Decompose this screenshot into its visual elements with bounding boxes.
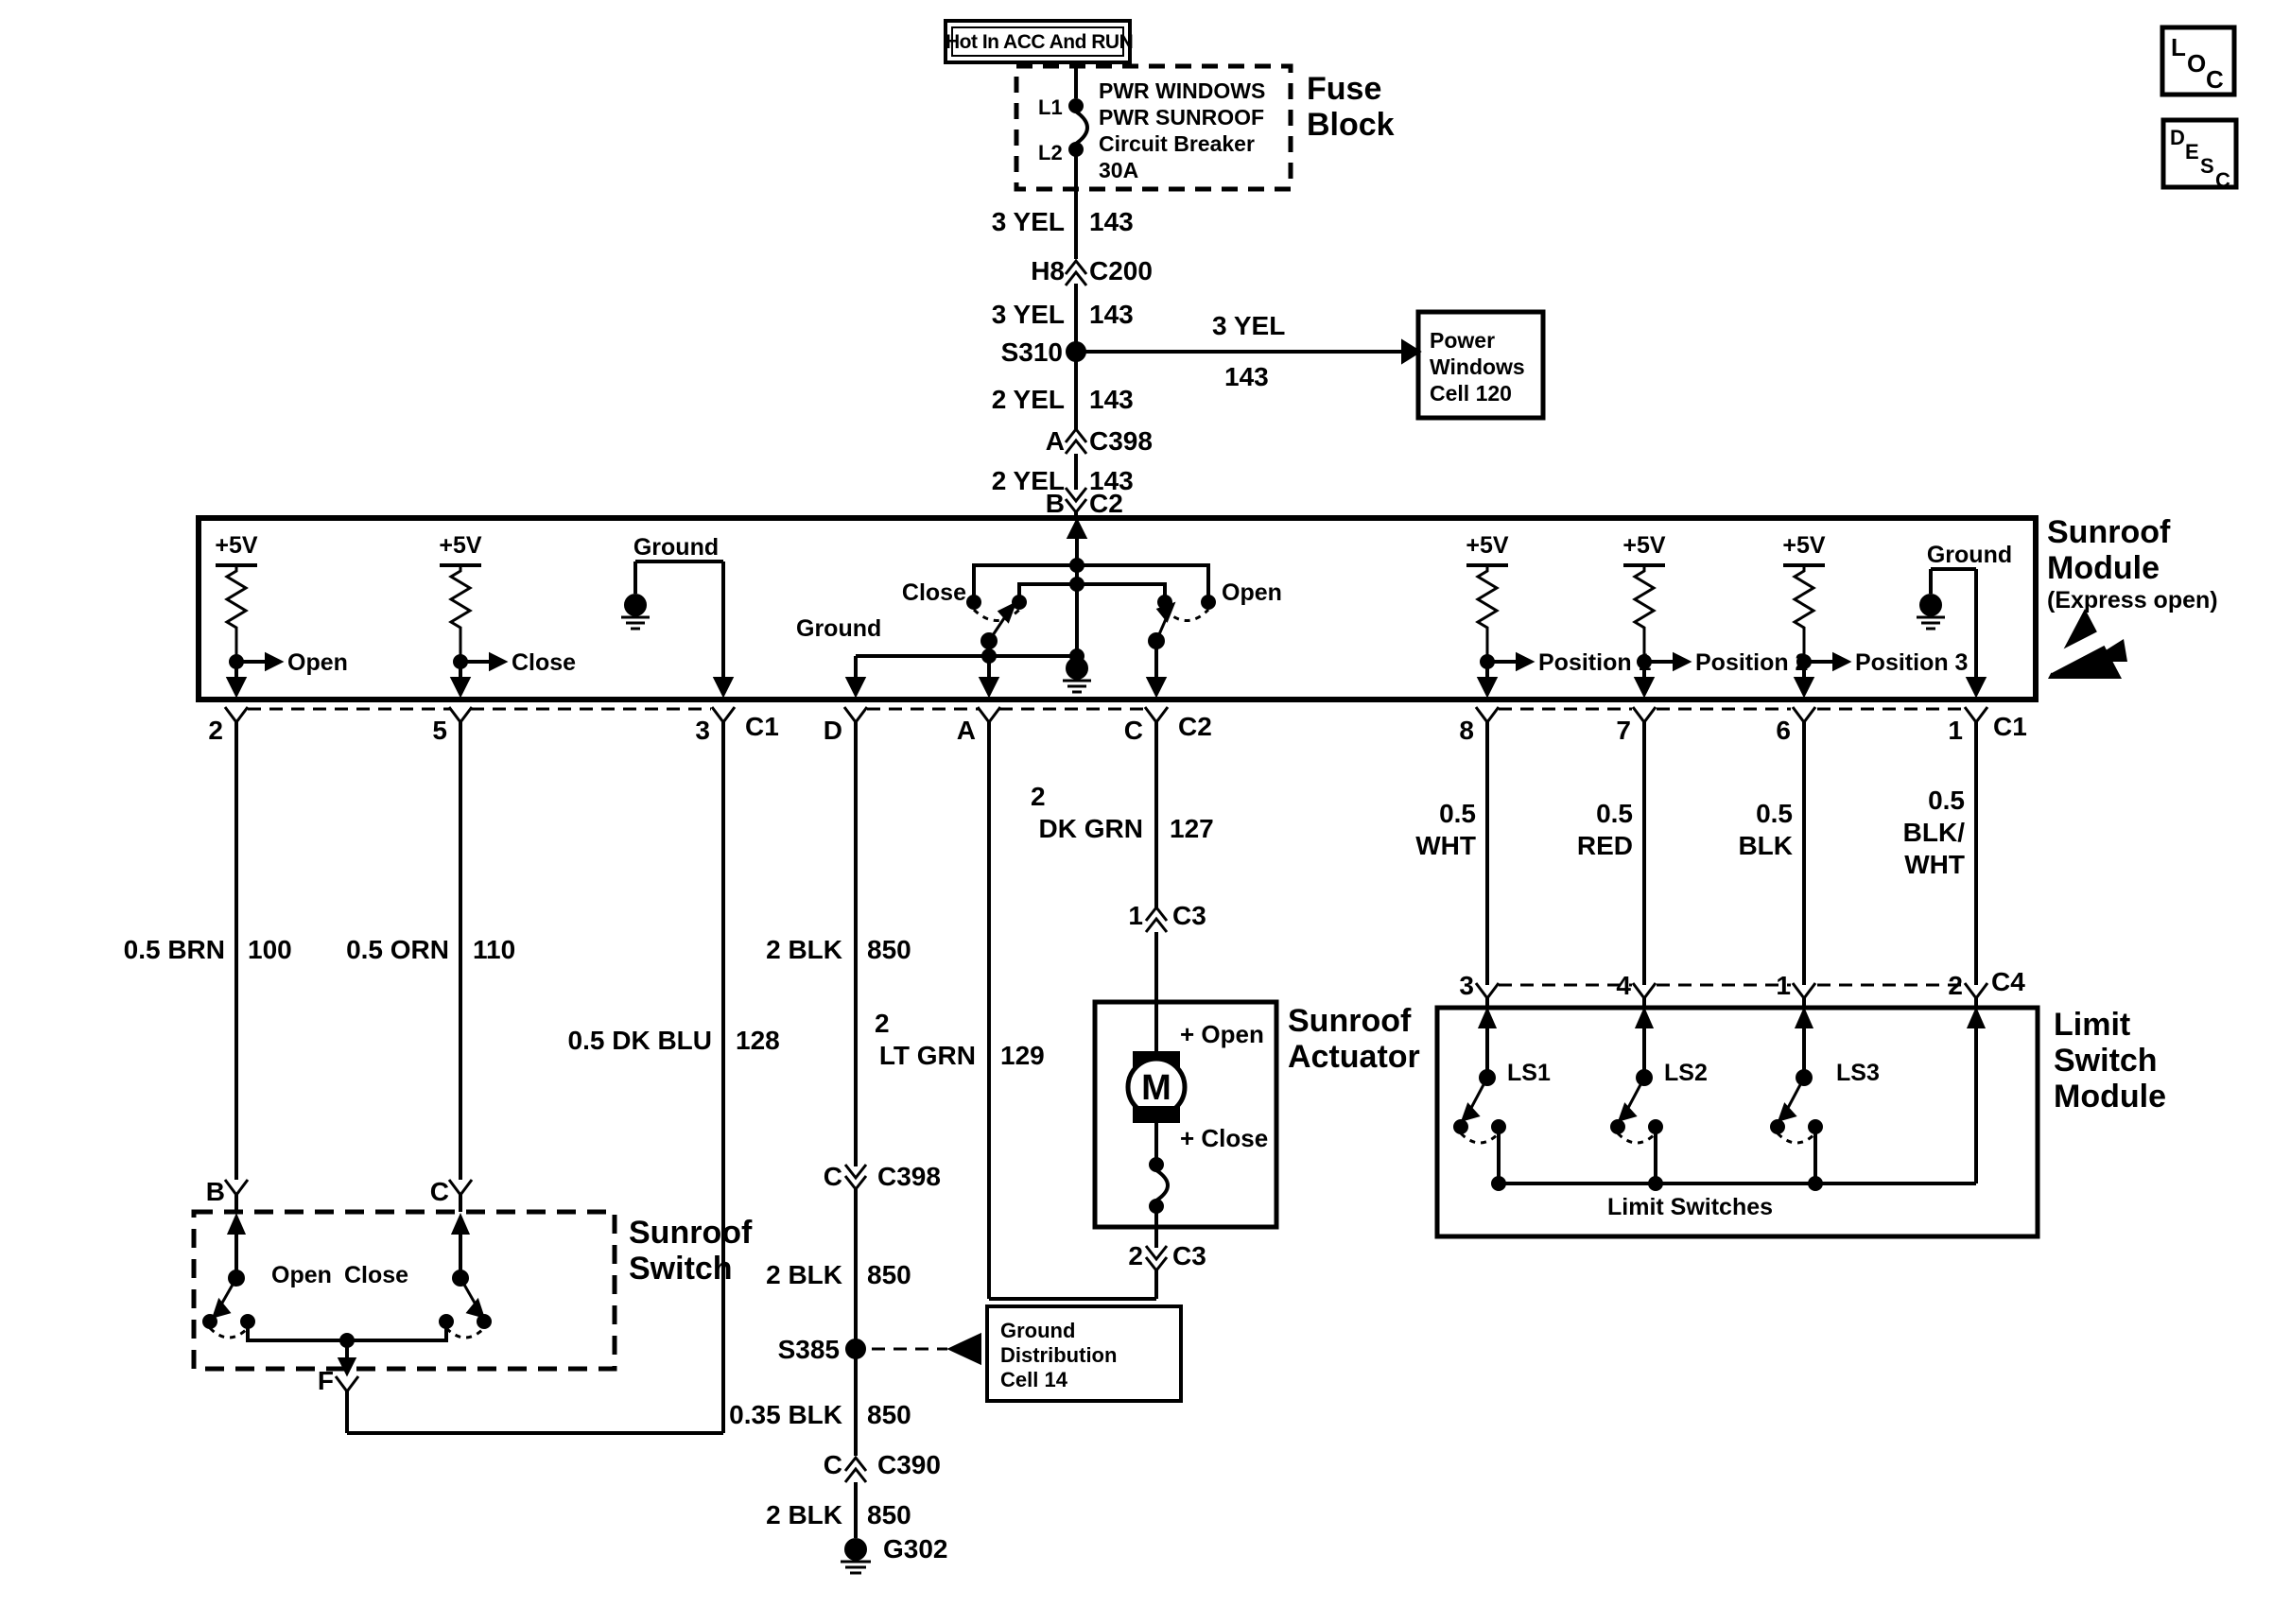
connector-c2-chevron <box>1066 488 1086 512</box>
actuator-open-label: + Open <box>1180 1020 1264 1048</box>
feed-seg1-circuit: 143 <box>1089 207 1134 236</box>
connector-c200-chevron <box>1066 261 1086 285</box>
limit-name-3: Module <box>2054 1079 2166 1114</box>
pin-2: 2 <box>208 716 223 745</box>
connector-c398-chevron <box>1066 429 1086 454</box>
module-name-1: Sunroof <box>2047 514 2171 550</box>
actuator-name-1: Sunroof <box>1288 1003 1412 1039</box>
wire-wht-size: 0.5 <box>1439 799 1476 828</box>
wire-red-size: 0.5 <box>1596 799 1633 828</box>
module-position1-resistor <box>1466 565 1531 694</box>
pin-8: 8 <box>1459 716 1474 745</box>
desc-letter-s: S <box>2200 154 2214 178</box>
inner-rail <box>1019 584 1165 597</box>
ground-chain-wire <box>841 722 871 1573</box>
connector-c3-bottom-chevron <box>1146 1246 1167 1270</box>
conn-c1-left: C1 <box>745 712 779 741</box>
wire-ltgrn-size: 2 <box>875 1009 890 1038</box>
wire-brn-circuit: 100 <box>248 935 292 964</box>
conn-c390-pin: C <box>823 1450 842 1479</box>
splice-s385-dot <box>847 1340 864 1357</box>
motor-m-label: M <box>1141 1068 1171 1108</box>
pw-cell-line-2: Windows <box>1430 354 1525 379</box>
module-open-resistor <box>216 565 280 694</box>
ls1-label: LS1 <box>1507 1060 1551 1086</box>
splice-s310-label: S310 <box>1000 337 1063 367</box>
limit-pin-4: 4 <box>1616 971 1631 1000</box>
wire-wht-color: WHT <box>1415 831 1476 860</box>
wire-blk-color: BLK <box>1738 831 1793 860</box>
wire-blk-upper-circuit: 850 <box>867 935 911 964</box>
dist-line-1: Ground <box>1000 1319 1076 1342</box>
limit-name-1: Limit <box>2054 1007 2131 1043</box>
conn-c200-pin: H8 <box>1031 256 1065 285</box>
conn-c398-lower-pin: C <box>823 1162 842 1191</box>
connector-c398-lower-chevron <box>845 1165 866 1189</box>
conn-c398-pin: A <box>1045 426 1065 456</box>
breaker-line-1: PWR WINDOWS <box>1099 78 1266 103</box>
conn-c390-id: C390 <box>877 1450 941 1479</box>
v5-label-1: +5V <box>215 532 258 559</box>
fuse-block-title-2: Block <box>1307 107 1395 143</box>
limit-switches-caption: Limit Switches <box>1607 1194 1774 1220</box>
fuse-l2-label: L2 <box>1038 141 1063 164</box>
arrowhead-left <box>951 1336 980 1362</box>
branch-circuit: 143 <box>1224 362 1269 391</box>
actuator-name-2: Actuator <box>1288 1039 1420 1075</box>
switch-close-label: Close <box>344 1262 409 1288</box>
pin-7: 7 <box>1616 716 1631 745</box>
v5-label-3: +5V <box>1466 532 1509 559</box>
dist-line-2: Distribution <box>1000 1343 1118 1367</box>
switch-name-2: Switch <box>629 1251 733 1287</box>
wire-blk-mid-circuit: 850 <box>867 1260 911 1289</box>
breaker-line-2: PWR SUNROOF <box>1099 105 1265 130</box>
module-name-2: Module <box>2047 550 2160 586</box>
wire-ltgrn-129 <box>989 722 1156 1299</box>
wire-blk-lower-circuit: 850 <box>867 1500 911 1529</box>
wire-blk-upper-gauge: 2 BLK <box>766 935 842 964</box>
conn-c3-top-id: C3 <box>1172 901 1206 930</box>
wire-orn-circuit: 110 <box>473 935 516 964</box>
actuator-close-label: + Close <box>1180 1124 1269 1152</box>
pw-cell-line-3: Cell 120 <box>1430 381 1512 406</box>
pin-c: C <box>1123 716 1143 745</box>
loc-letter-c: C <box>2206 65 2224 94</box>
breaker-line-4: 30A <box>1099 158 1139 182</box>
wire-blk-size: 0.5 <box>1756 799 1793 828</box>
feed-seg4-circuit: 143 <box>1089 466 1134 495</box>
switch-box <box>194 1212 615 1369</box>
conn-c200-id: C200 <box>1089 256 1153 285</box>
ls2-label: LS2 <box>1664 1060 1708 1086</box>
g302-ground-symbol <box>846 1540 865 1559</box>
wire-blkwht-size: 0.5 <box>1928 786 1965 815</box>
conn-c2-id: C2 <box>1089 489 1123 518</box>
pin-a: A <box>956 716 976 745</box>
v5-label-2: +5V <box>439 532 482 559</box>
module-open-label: Open <box>287 649 348 676</box>
conn-c3-bottom-pin: 2 <box>1128 1241 1143 1270</box>
center-ground-symbol <box>1067 659 1086 678</box>
switch-pin-b: B <box>205 1177 225 1206</box>
branch-gauge: 3 YEL <box>1212 311 1286 340</box>
conn-c2-pin: B <box>1045 489 1065 518</box>
switch-pin-c: C <box>429 1177 449 1206</box>
connector-c3-top-chevron <box>1146 907 1167 932</box>
g302-label: G302 <box>883 1534 948 1564</box>
loc-letter-o: O <box>2187 49 2207 78</box>
position3-label: Position 3 <box>1855 649 1969 676</box>
module-relay-network <box>848 522 1214 694</box>
wire-blk035-gauge: 0.35 BLK <box>729 1400 842 1429</box>
breaker-line-3: Circuit Breaker <box>1099 131 1255 156</box>
desc-letter-e: E <box>2185 140 2199 164</box>
v5-label-4: +5V <box>1622 532 1666 559</box>
hot-in-acc-label: Hot In ACC And RUN <box>946 31 1134 53</box>
v5-label-5: +5V <box>1782 532 1826 559</box>
wire-ltgrn-color: LT GRN <box>878 1041 976 1070</box>
desc-letter-d: D <box>2170 126 2185 149</box>
splice-s310-dot <box>1067 343 1084 360</box>
module-subtitle: (Express open) <box>2047 587 2218 613</box>
limit-pin-2: 2 <box>1948 971 1963 1000</box>
wire-dkgrn-size: 2 <box>1031 782 1046 811</box>
feed-seg3-gauge: 2 YEL <box>991 385 1065 414</box>
wire-red-color: RED <box>1576 831 1633 860</box>
wire-blk-lower-gauge: 2 BLK <box>766 1500 842 1529</box>
relay-close-label: Close <box>901 579 966 606</box>
feed-seg4-gauge: 2 YEL <box>991 466 1065 495</box>
actuator-breaker-arc <box>1156 1170 1168 1201</box>
wire-blkwht-color1: BLK/ <box>1902 818 1965 847</box>
wire-dkgrn-circuit: 127 <box>1170 814 1214 843</box>
conn-c4-label: C4 <box>1991 967 2025 996</box>
pin-d: D <box>823 716 842 745</box>
open-arrow <box>267 655 280 668</box>
splice-s385-label: S385 <box>777 1335 840 1364</box>
wire-ltgrn-circuit: 129 <box>1000 1041 1045 1070</box>
module-close-label: Close <box>512 649 577 676</box>
feed-seg2-gauge: 3 YEL <box>991 300 1065 329</box>
conn-c2-label: C2 <box>1178 712 1212 741</box>
wire-orn-gauge: 0.5 ORN <box>346 935 449 964</box>
pin-6: 6 <box>1776 716 1791 745</box>
switch-name-1: Sunroof <box>629 1215 753 1251</box>
motor-brush-bottom <box>1133 1106 1180 1123</box>
esd-sensitive-icon <box>2039 609 2131 679</box>
wire-blk-mid-gauge: 2 BLK <box>766 1260 842 1289</box>
fuse-block-title-1: Fuse <box>1307 71 1382 107</box>
conn-c398-lower-id: C398 <box>877 1162 941 1191</box>
fuse-l1-label: L1 <box>1038 95 1063 119</box>
wire-dkblu-128 <box>347 722 723 1433</box>
pin-3: 3 <box>695 716 710 745</box>
wire-dkgrn-127 <box>1146 722 1167 1002</box>
limit-pin-3: 3 <box>1459 971 1474 1000</box>
limit-pin-1: 1 <box>1776 971 1791 1000</box>
wire-dkblu-gauge: 0.5 DK BLU <box>567 1026 712 1055</box>
outer-rail <box>974 565 1208 597</box>
feed-seg1-gauge: 3 YEL <box>991 207 1065 236</box>
feed-seg2-circuit: 143 <box>1089 300 1134 329</box>
feed-seg3-circuit: 143 <box>1089 385 1134 414</box>
pin-1: 1 <box>1948 716 1963 745</box>
dist-line-3: Cell 14 <box>1000 1368 1067 1391</box>
wire-blk035-circuit: 850 <box>867 1400 911 1429</box>
position2-label: Position 2 <box>1695 649 1809 676</box>
module-ground-left <box>621 561 731 694</box>
relay-open-label: Open <box>1222 579 1282 606</box>
wire-brn-gauge: 0.5 BRN <box>123 935 225 964</box>
conn-c398-id: C398 <box>1089 426 1153 456</box>
switch-pin-f-chevron <box>336 1376 358 1391</box>
switch-pin-f: F <box>317 1366 334 1395</box>
conn-c3-top-pin: 1 <box>1128 901 1143 930</box>
limit-name-2: Switch <box>2054 1043 2158 1079</box>
pin-5: 5 <box>432 716 447 745</box>
conn-c1-right: C1 <box>1993 712 2027 741</box>
circuit-breaker-symbol <box>1076 112 1087 144</box>
wire-blkwht-color2: WHT <box>1904 850 1965 879</box>
ls3-label: LS3 <box>1836 1060 1880 1086</box>
loc-letter-l: L <box>2171 33 2186 61</box>
conn-c3-bottom-id: C3 <box>1172 1241 1206 1270</box>
connector-c390-chevron <box>845 1458 866 1482</box>
desc-letter-c: C <box>2215 168 2230 192</box>
module-ground-right-label: Ground <box>1926 542 2013 568</box>
module-close-resistor <box>440 565 504 694</box>
module-ground-mid-label: Ground <box>796 615 882 642</box>
module-ground-left-label: Ground <box>633 534 720 561</box>
switch-open-label: Open <box>271 1262 332 1288</box>
wire-dkblu-circuit: 128 <box>736 1026 780 1055</box>
yel-feed-wire <box>1066 261 1086 518</box>
close-arrow <box>491 655 504 668</box>
wire-dkgrn-color: DK GRN <box>1038 814 1143 843</box>
pw-cell-line-1: Power <box>1430 328 1496 353</box>
position1-label: Position 1 <box>1538 649 1652 676</box>
